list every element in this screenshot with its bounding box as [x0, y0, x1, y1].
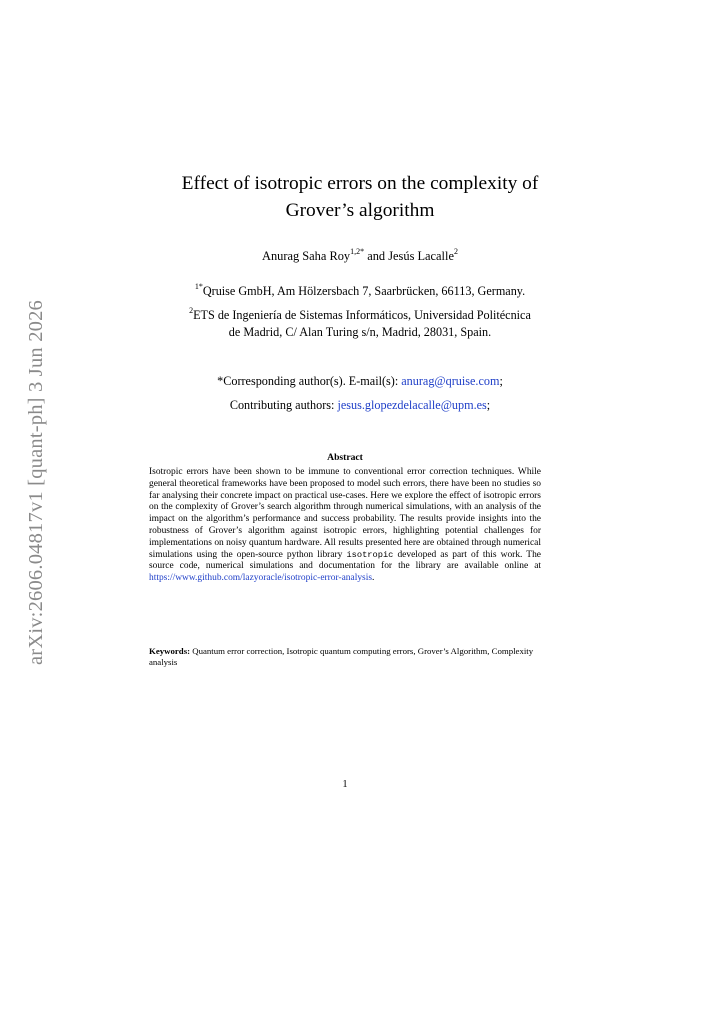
abstract-text-part-2: developed as part of this work. The source code, numerical simulations and documentation for the library are available online at [149, 549, 541, 572]
author-list [120, 246, 600, 264]
author-1-affiliation-marker: 1,2* [350, 246, 365, 256]
library-name-code: isotropic [346, 549, 394, 560]
keywords-label: Keywords: [149, 646, 191, 656]
abstract-text-part-3: . [372, 573, 375, 584]
corresponding-author-label: *Corresponding author(s). E-mail(s): [217, 374, 402, 388]
author-2-affiliation-marker: 2 [453, 246, 458, 256]
author-conjunction: and [364, 249, 389, 263]
page-number: 1 [342, 779, 348, 790]
affiliation-2-text: ETS de Ingeniería de Sistemas Informáticos, Universidad Politécnica [193, 308, 531, 322]
title-line-2: Grover’s algorithm [285, 200, 435, 221]
keywords [149, 646, 541, 667]
keywords-text: Quantum error correction, Isotropic quantum computing errors, Grover’s Algorithm, Complexity analysis [149, 646, 534, 667]
author-2-name: Jesús Lacalle [388, 249, 454, 263]
corresponding-email-link[interactable]: anurag@qruise.com [401, 374, 500, 388]
arxiv-identifier-text: arXiv:2606.04817v1 [quant-ph] 3 Jun 2026 [24, 299, 47, 665]
contributing-suffix: ; [486, 398, 491, 412]
arxiv-identifier-stamp [16, 292, 56, 672]
abstract-text-part-1: Isotropic errors have been shown to be immune to conventional error correction techniques. While general theoretical frameworks have been proposed to model such errors, there have been no studies so far analysing their concrete impact on practical use-cases. Here we explore the effect of isotropic errors on the complexity of Grover’s search algorithm through numerical simulations, with an analysis of the impact on the algorithm’s performance and success probability. The results provide insights into the robustness of Grover’s algorithm against isotropic errors, highlighting potential challenges for implementations on noisy quantum hardware. All results presented here are obtained through numerical simulations using the open-source python library [149, 467, 541, 560]
affiliation-1 [120, 283, 600, 300]
affiliation-2-text-line-2: de Madrid, C/ Alan Turing s/n, Madrid, 28031, Spain. [228, 325, 492, 339]
affiliation-2 [120, 307, 600, 341]
contributing-authors [120, 398, 600, 413]
paper-title [120, 170, 600, 224]
contributing-authors-label: Contributing authors: [229, 398, 338, 412]
abstract-heading: Abstract [327, 452, 363, 463]
affiliation-2-marker: 2 [189, 305, 194, 315]
author-1-name: Anurag Saha Roy [262, 249, 351, 263]
title-line-1: Effect of isotropic errors on the complexity of [181, 173, 539, 194]
affiliation-1-text: Qruise GmbH, Am Hölzersbach 7, Saarbrücken, 66113, Germany. [202, 284, 526, 298]
repository-link[interactable]: https://www.github.com/lazyoracle/isotropic-error-analysis [149, 573, 373, 584]
abstract-body [149, 467, 541, 585]
affiliation-1-marker: 1* [194, 281, 203, 291]
corresponding-author [120, 374, 600, 389]
corresponding-suffix: ; [499, 374, 503, 388]
contributing-email-link[interactable]: jesus.glopezdelacalle@upm.es [337, 398, 487, 412]
